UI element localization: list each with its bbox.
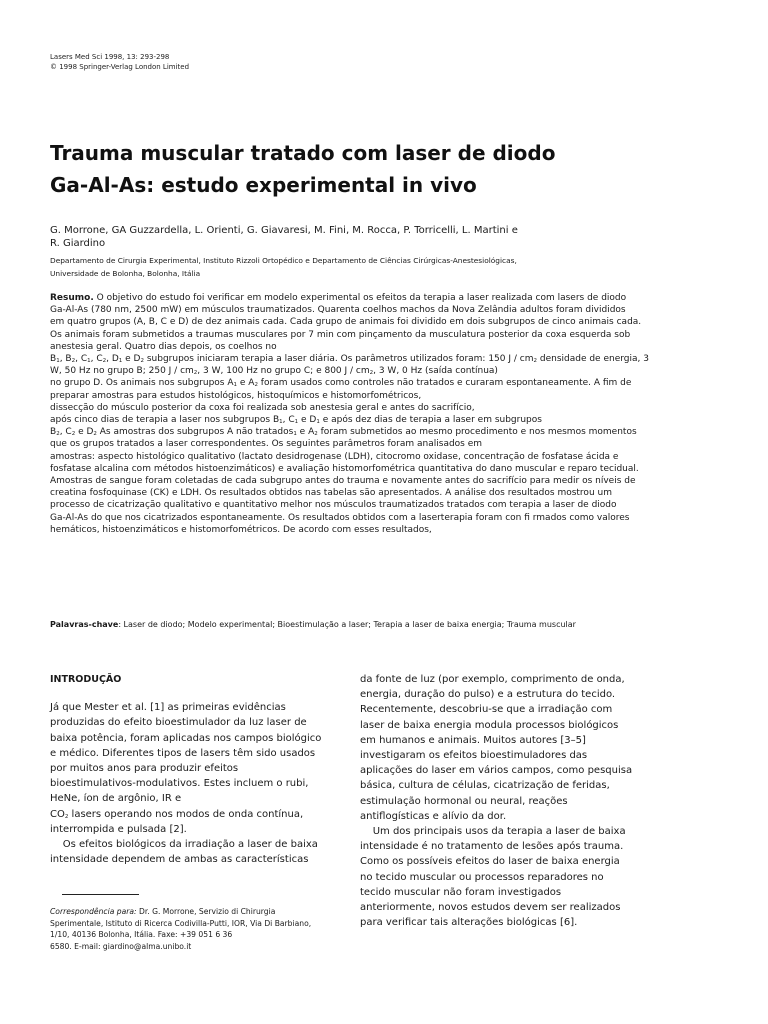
title-line-1: Trauma muscular tratado com laser de diodo	[50, 141, 556, 165]
title-line-2: Ga-Al-As: estudo experimental in vivo	[50, 173, 477, 197]
body-line: Como os possíveis efeitos do laser de baixa energia	[360, 856, 620, 868]
affiliation-line-1: Departamento de Cirurgia Experimental, Instituto Rizzoli Ortopédico e Departamento de Ciências Cirúrgicas-Anestesiológicas,	[50, 256, 517, 265]
body-column-right	[360, 672, 660, 930]
abstract-line: $B_2$, $C_2$ e $D_2$ As amostras dos subgrupos A não tratados$_1$ e $A_2$ foram submetidos ao mesmo procedimento e nos mesmos momentos	[50, 427, 637, 438]
abstract-line: dissecção do músculo posterior da coxa foi realizada sob anestesia geral e antes do sacrifício,	[50, 402, 475, 413]
body-line: tecido muscular não foram investigados	[360, 886, 562, 898]
body-line: antiflogísticas e alívio da dor.	[360, 810, 507, 822]
body-line: baixa potência, foram aplicadas nos campos biológico	[50, 732, 322, 744]
body-line: no tecido muscular ou processos reparadores no	[360, 871, 604, 883]
footnote-label: Correspondência para:	[50, 907, 137, 916]
copyright-line: © 1998 Springer-Verlag London Limited	[50, 63, 190, 71]
body-line: Um dos principais usos da terapia a laser de baixa	[360, 826, 626, 838]
affiliation-line-2: Universidade de Bolonha, Bolonha, Itália	[50, 268, 201, 278]
body-line: por muitos anos para produzir efeitos	[50, 763, 239, 775]
keywords-text: : Laser de diodo; Modelo experimental; Bioestimulação a laser; Terapia a laser de baixa energia; Trauma muscular	[118, 620, 576, 629]
footnote-line: 6580. E-mail: giardino@alma.unibo.it	[50, 941, 192, 951]
abstract-line: após cinco dias de terapia a laser nos subgrupos $B_1$, $C_1$ e $D_1$ e após dez dias de terapia a laser em subgrupos	[50, 415, 542, 426]
abstract	[50, 292, 665, 536]
abstract-line: creatina fosfoquinase (CK) e LDH. Os resultados obtidos nas tabelas são apresentados. A análise dos resultados mostrou um	[50, 488, 612, 499]
body-line: laser de baixa energia modula processos biológicos	[360, 719, 619, 731]
body-line: básica, cultura de células, cicatrização de feridas,	[360, 780, 610, 792]
journal-header	[50, 52, 189, 72]
body-line: anteriormente, novos estudos devem ser realizados	[360, 902, 621, 914]
abstract-line: no grupo D. Os animais nos subgrupos $A_1$ e $A_2$ foram usados como controles não tratados e curaram espontaneamente. A fim de	[50, 378, 632, 389]
body-line: da fonte de luz (por exemplo, comprimento de onda,	[360, 674, 625, 685]
keywords	[50, 619, 710, 630]
footnote-line: Sperimentale, Istituto di Ricerca Codivilla-Putti, IOR, Via Di Barbiano,	[50, 918, 312, 928]
correspondence-footnote	[50, 906, 350, 952]
body-line: em humanos e animais. Muitos autores [3–5]	[360, 734, 586, 746]
journal-citation: Lasers Med Sci 1998, 13: 293-298	[50, 53, 170, 61]
body-line: estimulação hormonal ou neural, reações	[360, 795, 568, 807]
body-column-left	[50, 672, 350, 867]
body-line: Recentemente, descobriu-se que a irradiação com	[360, 704, 613, 716]
footnote-line: Correspondência para: Dr. G. Morrone, Servizio di Chirurgia	[50, 907, 276, 916]
abstract-line: fosfatase alcalina com métodos histoenzimáticos) e avaliação histomorfométrica quantitativa do dano muscular e reparo tecidual.	[50, 463, 639, 474]
body-line: intensidade é no tratamento de lesões após trauma.	[360, 841, 624, 853]
abstract-line: Resumo. O objetivo do estudo foi verificar em modelo experimental os efeitos da terapia a laser realizada com lasers de diodo	[50, 293, 627, 303]
body-line: Já que Mester et al. [1] as primeiras evidências	[50, 702, 286, 714]
abstract-line: anestesia geral. Quatro dias depois, os coelhos no	[50, 341, 277, 352]
authors-line-1: G. Morrone, GA Guzzardella, L. Orienti, G. Giavaresi, M. Fini, M. Rocca, P. Torricelli, L. Martini e	[50, 225, 518, 236]
abstract-line: hemáticos, histoenzimáticos e histomorfométricos. De acordo com esses resultados,	[50, 524, 432, 535]
abstract-line: Os animais foram submetidos a traumas musculares por 7 min com pinçamento da musculatura posterior da coxa esquerda sob	[50, 329, 631, 340]
paper-title	[50, 137, 710, 201]
abstract-line: Amostras de sangue foram coletadas de cada subgrupo antes do trauma e novamente antes do sacrifício para medir os níveis de	[50, 476, 636, 487]
body-line: aplicações do laser em vários campos, como pesquisa	[360, 765, 633, 777]
body-line: para verificar tais alterações biológicas [6].	[360, 917, 578, 929]
body-line: intensidade dependem de ambas as características	[50, 854, 309, 866]
body-line: produzidas do efeito bioestimulador da luz laser de	[50, 717, 307, 729]
body-line: $CO_2$ lasers operando nos modos de onda contínua,	[50, 808, 304, 820]
body-line: e médico. Diferentes tipos de lasers têm sido usados	[50, 747, 316, 759]
affiliation	[50, 255, 650, 280]
keywords-label: Palavras-chave	[50, 620, 119, 629]
section-heading: INTRODUÇÃO	[50, 674, 122, 685]
body-line: energia, duração do pulso) e a estrutura do tecido.	[360, 689, 616, 701]
abstract-line: amostras: aspecto histológico qualitativo (lactato desidrogenase (LDH), citocromo oxidase, concentração de fosfatase ácida e	[50, 451, 619, 462]
abstract-line: Ga-Al-As do que nos cicatrizados espontaneamente. Os resultados obtidos com a laserterapia foram con fi rmados como valores	[50, 512, 630, 523]
author-list	[50, 224, 650, 250]
abstract-line: que os grupos tratados a laser correspondentes. Os seguintes parâmetros foram analisados em	[50, 439, 483, 450]
abstract-line: Ga-Al-As (780 nm, 2500 mW) em músculos traumatizados. Quarenta coelhos machos da Nova Zelândia adultos foram divididos	[50, 305, 626, 316]
abstract-line: preparar amostras para estudos histológicos, histoquímicos e histomorfométricos,	[50, 390, 422, 401]
body-line: interrompida e pulsada [2].	[50, 823, 187, 835]
body-line: HeNe, íon de argônio, IR e	[50, 793, 182, 805]
body-line: investigaram os efeitos bioestimuladores das	[360, 750, 588, 762]
authors-line-2: R. Giardino	[50, 238, 106, 249]
body-line: Os efeitos biológicos da irradiação a laser de baixa	[50, 839, 318, 851]
abstract-label: Resumo.	[50, 293, 94, 303]
abstract-line: $B_1$, $B_2$, $C_1$, $C_2$, $D_1$ e $D_2$ subgrupos iniciaram terapia a laser diária. Os parâmetros utilizados foram: 150 J / $cm_2$ densidade de energia, 3	[50, 354, 649, 365]
footnote-divider	[62, 894, 139, 895]
body-line: bioestimulativos-modulativos. Estes incluem o rubi,	[50, 778, 309, 790]
footnote-line: 1/10, 40136 Bolonha, Itália. Faxe: +39 051 6 36	[50, 930, 233, 939]
abstract-line: processo de cicatrização qualitativo e quantitativo melhor nos músculos traumatizados tratados com terapia a laser de diodo	[50, 500, 617, 511]
abstract-line: em quatro grupos (A, B, C e D) de dez animais cada. Cada grupo de animais foi dividido em dois subgrupos de cinco animais cada.	[50, 317, 642, 328]
abstract-line: W, 50 Hz no grupo B; 250 J / $cm_2$, 3 W, 100 Hz no grupo C; e 800 J / $cm_2$, 3 W, 0 Hz (saída contínua)	[50, 366, 498, 377]
